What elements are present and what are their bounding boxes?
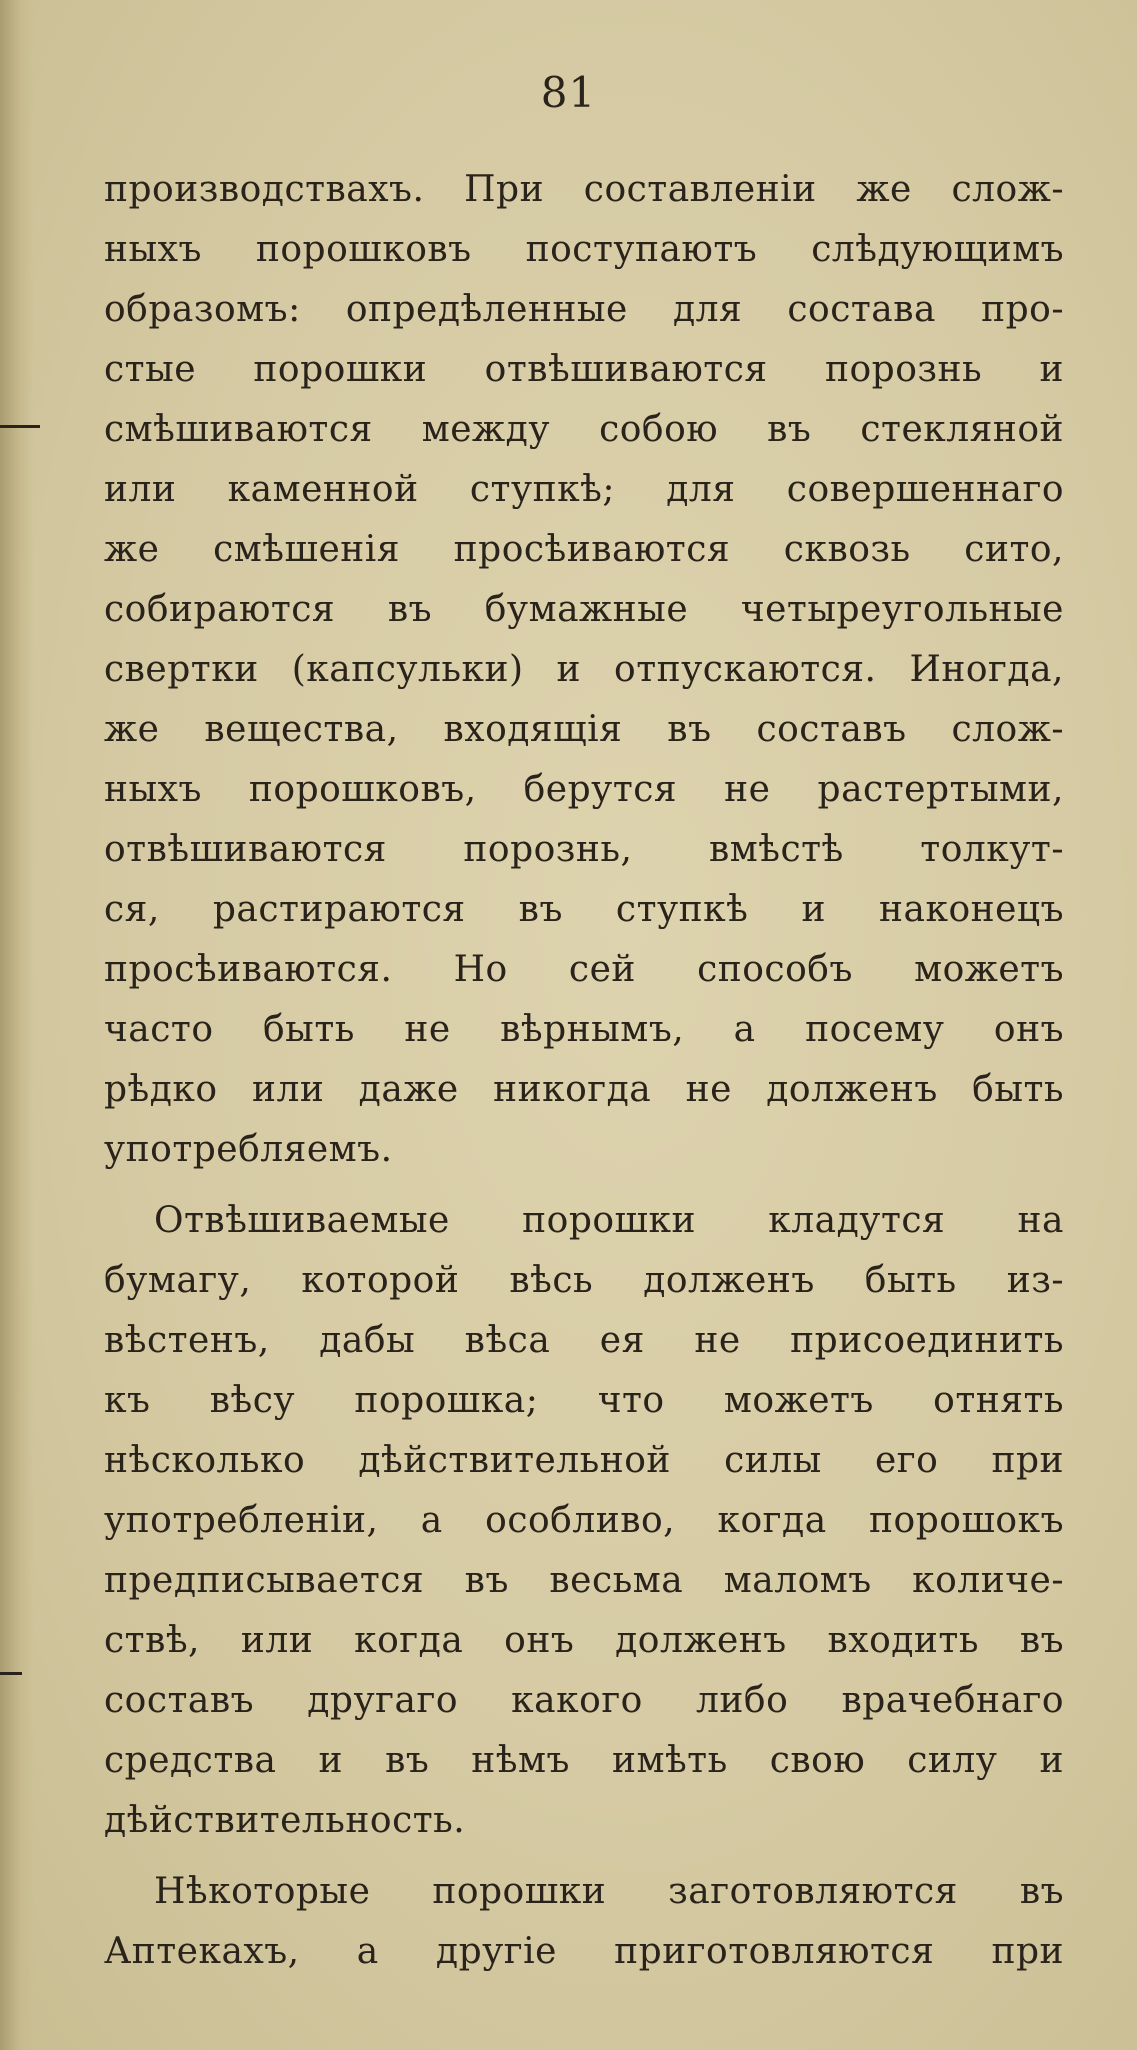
- paragraph: [104, 160, 1064, 1180]
- text-line: ныхъ порошковъ, берутся не растертыми,: [104, 769, 1064, 810]
- text-line: дѣйствительность.: [104, 1800, 466, 1841]
- text-line: же смѣшенія просѣиваются сквозь сито,: [104, 529, 1064, 570]
- text-line: часто быть не вѣрнымъ, а посему онъ: [104, 1009, 1064, 1050]
- text-line: составъ другаго какого либо врачебнаго: [104, 1680, 1064, 1721]
- text-line: Аптекахъ, а другіе приготовляются при: [104, 1931, 1064, 1972]
- text-line: же вещества, входящія въ составъ слож-: [104, 709, 1064, 750]
- text-line: Нѣкоторые порошки заготовляются въ: [154, 1871, 1064, 1912]
- text-line: средства и въ нѣмъ имѣть свою силу и: [104, 1740, 1064, 1781]
- paragraph: [104, 1191, 1064, 1851]
- text-line: Отвѣшиваемые порошки кладутся на: [154, 1200, 1064, 1241]
- page-number: 81: [540, 68, 597, 117]
- text-line: къ вѣсу порошка; что можетъ отнять: [104, 1380, 1064, 1421]
- text-line: отвѣшиваются порознь, вмѣстѣ толкут-: [104, 829, 1064, 870]
- text-line: производствахъ. При составленіи же слож-: [104, 169, 1064, 210]
- margin-mark: [0, 1672, 22, 1675]
- text-line: нѣсколько дѣйствительной силы его при: [104, 1440, 1064, 1481]
- text-line: образомъ: опредѣленные для состава про-: [104, 289, 1064, 330]
- text-line: стые порошки отвѣшиваются порознь и: [104, 349, 1064, 390]
- text-line: ся, растираются въ ступкѣ и наконецъ: [104, 889, 1064, 930]
- text-line: бумагу, которой вѣсь долженъ быть из-: [104, 1260, 1064, 1301]
- text-line: ныхъ порошковъ поступаютъ слѣдующимъ: [104, 229, 1064, 270]
- text-line: просѣиваются. Но сей способъ можетъ: [104, 949, 1064, 990]
- text-line: свертки (капсульки) и отпускаются. Иногда,: [104, 649, 1064, 690]
- text-line: собираются въ бумажные четыреугольные: [104, 589, 1064, 630]
- body-text: [104, 160, 1064, 1993]
- paragraph: [104, 1862, 1064, 1982]
- text-line: употребленіи, а особливо, когда порошокъ: [104, 1500, 1064, 1541]
- text-line: предписывается въ весьма маломъ количе-: [104, 1560, 1064, 1601]
- text-line: смѣшиваются между собою въ стекляной: [104, 409, 1064, 450]
- text-line: рѣдко или даже никогда не долженъ быть: [104, 1069, 1064, 1110]
- text-line: или каменной ступкѣ; для совершеннаго: [104, 469, 1064, 510]
- text-line: ствѣ, или когда онъ долженъ входить въ: [104, 1620, 1064, 1661]
- text-line: вѣстенъ, дабы вѣса ея не присоединить: [104, 1320, 1064, 1361]
- text-line: употребляемъ.: [104, 1129, 393, 1170]
- margin-mark: [0, 425, 40, 428]
